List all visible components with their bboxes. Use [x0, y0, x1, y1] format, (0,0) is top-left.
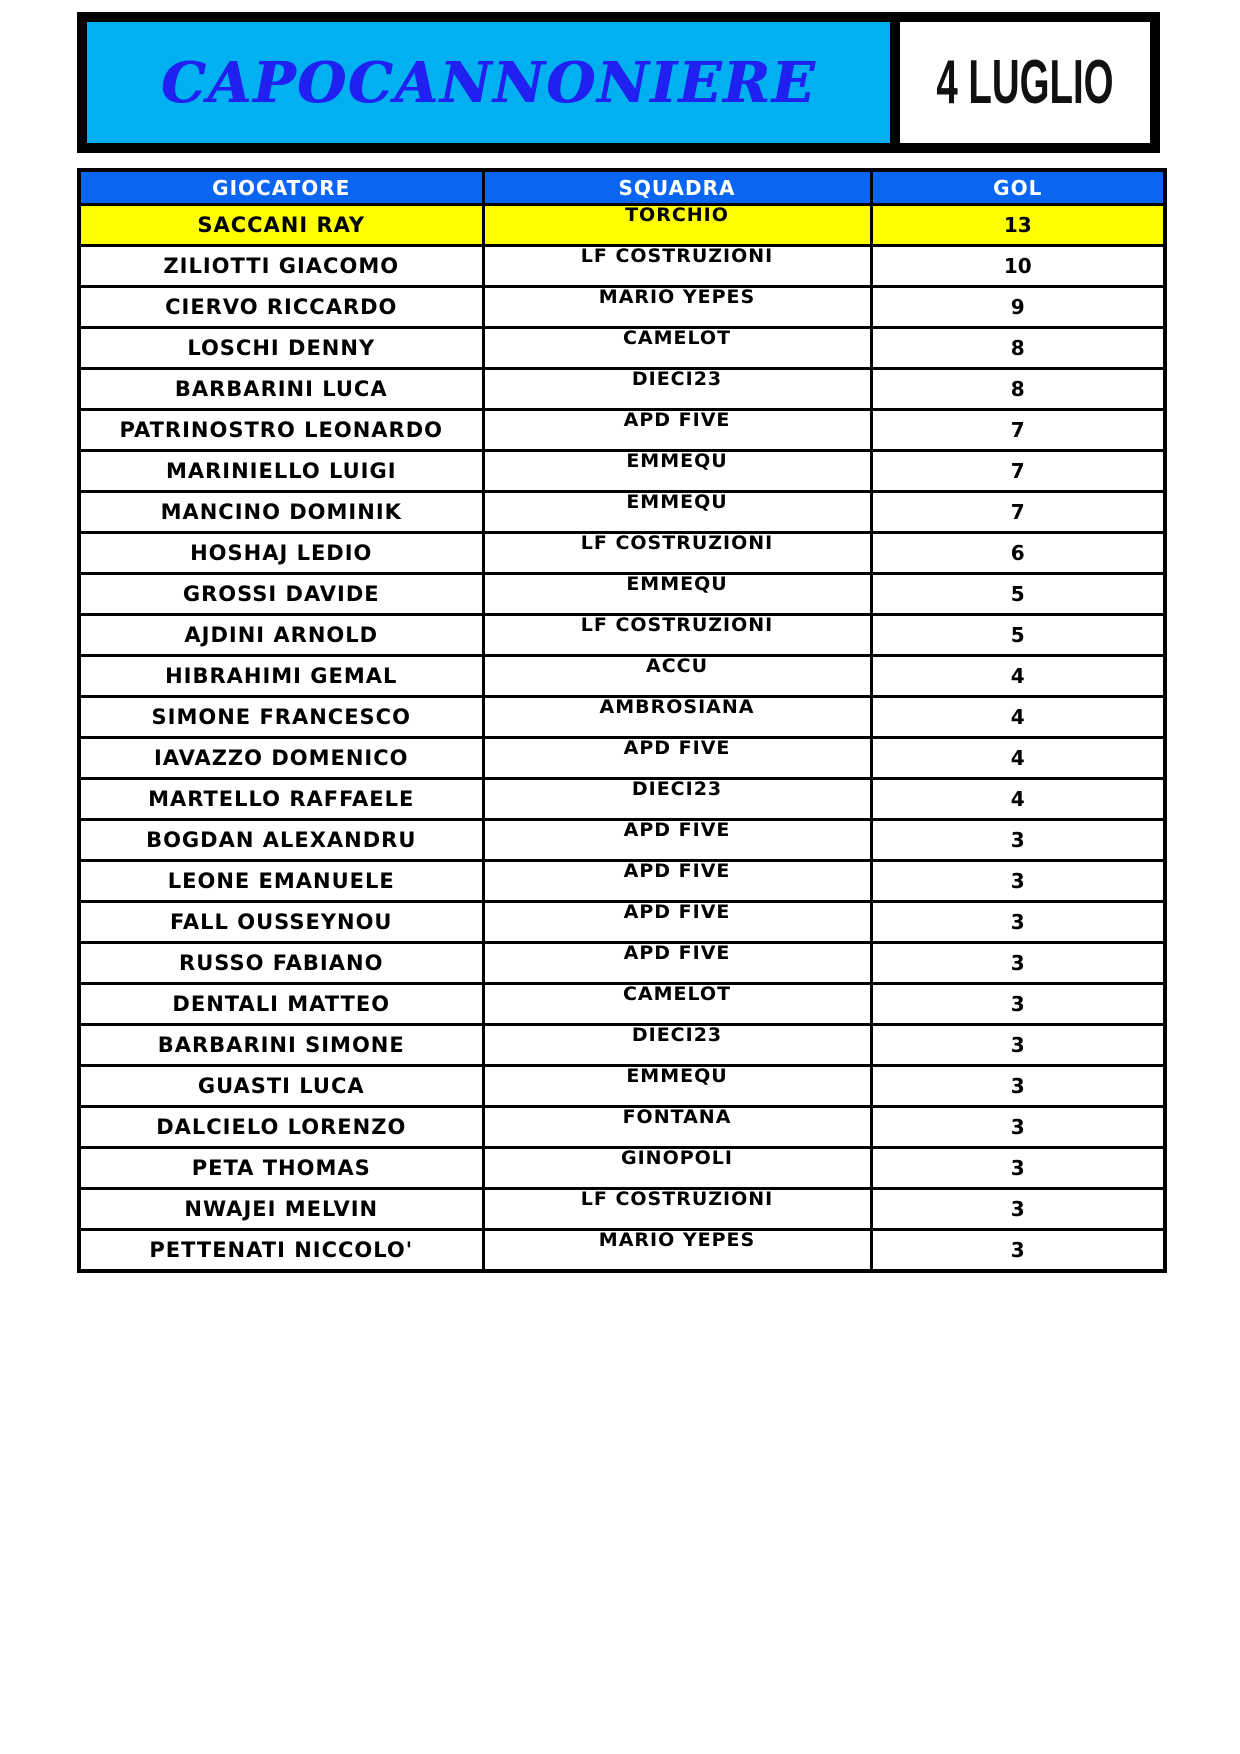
- table-row: [79, 902, 1165, 943]
- table-row: [79, 820, 1165, 861]
- team-name-cell: GINOPOLI: [483, 1148, 871, 1189]
- player-name-cell: DALCIELO LORENZO: [79, 1107, 483, 1148]
- table-row: [79, 1148, 1165, 1189]
- team-name-cell: APD FIVE: [483, 410, 871, 451]
- player-name-cell: IAVAZZO DOMENICO: [79, 738, 483, 779]
- player-name-cell: HOSHAJ LEDIO: [79, 533, 483, 574]
- player-name-cell: GROSSI DAVIDE: [79, 574, 483, 615]
- table-row: [79, 533, 1165, 574]
- goals-count-cell: 7: [871, 410, 1165, 451]
- team-name-cell: APD FIVE: [483, 902, 871, 943]
- goals-count-cell: 4: [871, 697, 1165, 738]
- team-name-cell: DIECI23: [483, 369, 871, 410]
- team-name-cell: LF COSTRUZIONI: [483, 246, 871, 287]
- table-row: [79, 615, 1165, 656]
- team-name-cell: APD FIVE: [483, 861, 871, 902]
- table-row: [79, 697, 1165, 738]
- team-name-cell: APD FIVE: [483, 820, 871, 861]
- table-header: [79, 170, 1165, 205]
- goals-count-cell: 3: [871, 1025, 1165, 1066]
- title-banner: [77, 12, 1160, 153]
- goals-count-cell: 3: [871, 1148, 1165, 1189]
- player-name-cell: BARBARINI LUCA: [79, 369, 483, 410]
- team-name-cell: ACCU: [483, 656, 871, 697]
- player-name-cell: CIERVO RICCARDO: [79, 287, 483, 328]
- goals-count-cell: 8: [871, 328, 1165, 369]
- goals-count-cell: 8: [871, 369, 1165, 410]
- goals-count-cell: 4: [871, 738, 1165, 779]
- table-row: [79, 1230, 1165, 1272]
- table-row: [79, 779, 1165, 820]
- team-name-cell: APD FIVE: [483, 738, 871, 779]
- team-name-cell: EMMEQU: [483, 1066, 871, 1107]
- player-name-cell: RUSSO FABIANO: [79, 943, 483, 984]
- player-name-cell: FALL OUSSEYNOU: [79, 902, 483, 943]
- goals-count-cell: 3: [871, 1107, 1165, 1148]
- goals-count-cell: 4: [871, 779, 1165, 820]
- table-row: [79, 656, 1165, 697]
- goals-count-cell: 3: [871, 902, 1165, 943]
- column-header-gol: GOL: [871, 170, 1165, 205]
- table-body: [79, 205, 1165, 1272]
- table-row: [79, 287, 1165, 328]
- player-name-cell: NWAJEI MELVIN: [79, 1189, 483, 1230]
- player-name-cell: BARBARINI SIMONE: [79, 1025, 483, 1066]
- page-title: CAPOCANNONIERE: [160, 49, 817, 116]
- banner-title-area: [87, 22, 890, 143]
- goals-count-cell: 7: [871, 451, 1165, 492]
- table-row: [79, 1107, 1165, 1148]
- team-name-cell: DIECI23: [483, 1025, 871, 1066]
- goals-count-cell: 3: [871, 1066, 1165, 1107]
- goals-count-cell: 3: [871, 820, 1165, 861]
- column-header-giocatore: GIOCATORE: [79, 170, 483, 205]
- table-row: [79, 943, 1165, 984]
- player-name-cell: SACCANI RAY: [79, 205, 483, 246]
- table-row: [79, 246, 1165, 287]
- team-name-cell: EMMEQU: [483, 451, 871, 492]
- table-row: [79, 984, 1165, 1025]
- team-name-cell: MARIO YEPES: [483, 287, 871, 328]
- player-name-cell: SIMONE FRANCESCO: [79, 697, 483, 738]
- player-name-cell: BOGDAN ALEXANDRU: [79, 820, 483, 861]
- team-name-cell: CAMELOT: [483, 984, 871, 1025]
- column-header-squadra: SQUADRA: [483, 170, 871, 205]
- team-name-cell: MARIO YEPES: [483, 1230, 871, 1272]
- table-row: [79, 1189, 1165, 1230]
- table-row: [79, 410, 1165, 451]
- goals-count-cell: 3: [871, 984, 1165, 1025]
- player-name-cell: PETA THOMAS: [79, 1148, 483, 1189]
- team-name-cell: LF COSTRUZIONI: [483, 1189, 871, 1230]
- table-row: [79, 574, 1165, 615]
- player-name-cell: PATRINOSTRO LEONARDO: [79, 410, 483, 451]
- player-name-cell: LOSCHI DENNY: [79, 328, 483, 369]
- goals-count-cell: 4: [871, 656, 1165, 697]
- table-row: [79, 205, 1165, 246]
- player-name-cell: HIBRAHIMI GEMAL: [79, 656, 483, 697]
- team-name-cell: LF COSTRUZIONI: [483, 533, 871, 574]
- goals-count-cell: 6: [871, 533, 1165, 574]
- goals-count-cell: 5: [871, 615, 1165, 656]
- team-name-cell: LF COSTRUZIONI: [483, 615, 871, 656]
- table-row: [79, 1066, 1165, 1107]
- goals-count-cell: 10: [871, 246, 1165, 287]
- player-name-cell: PETTENATI NICCOLO': [79, 1230, 483, 1272]
- player-name-cell: ZILIOTTI GIACOMO: [79, 246, 483, 287]
- player-name-cell: DENTALI MATTEO: [79, 984, 483, 1025]
- goals-count-cell: 3: [871, 861, 1165, 902]
- player-name-cell: AJDINI ARNOLD: [79, 615, 483, 656]
- goals-count-cell: 13: [871, 205, 1165, 246]
- table-row: [79, 328, 1165, 369]
- team-name-cell: DIECI23: [483, 779, 871, 820]
- table-header-row: [79, 170, 1165, 205]
- player-name-cell: MARINIELLO LUIGI: [79, 451, 483, 492]
- goals-count-cell: 9: [871, 287, 1165, 328]
- goals-count-cell: 7: [871, 492, 1165, 533]
- goals-count-cell: 5: [871, 574, 1165, 615]
- goals-count-cell: 3: [871, 1189, 1165, 1230]
- team-name-cell: TORCHIO: [483, 205, 871, 246]
- goals-count-cell: 3: [871, 1230, 1165, 1272]
- date-box: [900, 22, 1150, 143]
- table-row: [79, 1025, 1165, 1066]
- player-name-cell: MANCINO DOMINIK: [79, 492, 483, 533]
- team-name-cell: AMBROSIANA: [483, 697, 871, 738]
- table-row: [79, 492, 1165, 533]
- player-name-cell: GUASTI LUCA: [79, 1066, 483, 1107]
- date-label: 4 LUGLIO: [936, 48, 1114, 117]
- team-name-cell: APD FIVE: [483, 943, 871, 984]
- table-row: [79, 451, 1165, 492]
- table-row: [79, 369, 1165, 410]
- goals-count-cell: 3: [871, 943, 1165, 984]
- team-name-cell: EMMEQU: [483, 492, 871, 533]
- table-row: [79, 738, 1165, 779]
- table-row: [79, 861, 1165, 902]
- team-name-cell: CAMELOT: [483, 328, 871, 369]
- player-name-cell: LEONE EMANUELE: [79, 861, 483, 902]
- top-scorers-table: [77, 168, 1167, 1273]
- player-name-cell: MARTELLO RAFFAELE: [79, 779, 483, 820]
- team-name-cell: EMMEQU: [483, 574, 871, 615]
- team-name-cell: FONTANA: [483, 1107, 871, 1148]
